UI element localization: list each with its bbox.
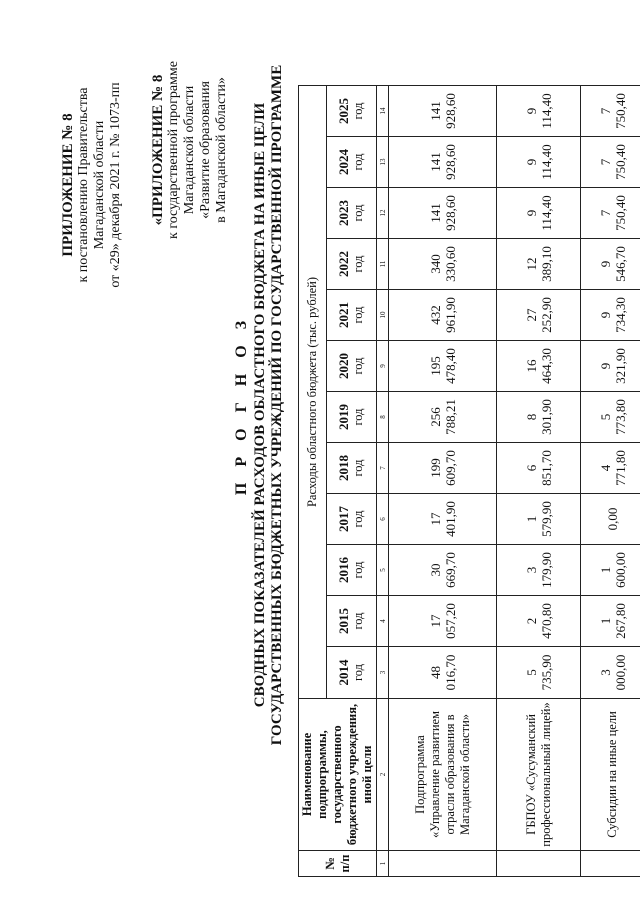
value-cell [497,239,581,290]
value-cell [389,239,497,290]
value-cell [497,290,581,341]
value-remainder: 470,80 [538,603,554,639]
appendix-line: Магаданской области [92,120,107,250]
value-cell [497,494,581,545]
value-remainder: 609,70 [442,450,458,486]
index-row [377,86,389,877]
year-value: 2018 [336,455,352,481]
value-thousands: 3 [523,566,539,574]
value-remainder: 734,30 [612,297,628,333]
value-cell [389,188,497,239]
appendix-inner-line: Магаданской области [182,85,197,215]
value-cell [581,545,640,596]
value-thousands: 141 [427,203,443,223]
year-value: 2024 [336,149,352,175]
value-thousands: 256 [427,407,443,427]
column-index-cell: 2 [377,699,389,851]
value-thousands: 9 [523,209,539,217]
appendix-line: от «29» декабря 2021 г. № 1073-пп [108,82,123,288]
column-index-cell: 11 [377,239,389,290]
value-remainder: 0,00 [605,507,620,531]
value-remainder: 546,70 [612,246,628,282]
year-header [326,494,376,545]
value-remainder: 750,40 [612,93,628,129]
value-thousands: 8 [523,413,539,421]
value-remainder: 114,40 [538,195,554,231]
value-thousands: 7 [597,158,613,166]
column-index-cell: 7 [377,443,389,494]
column-index-cell: 6 [377,494,389,545]
value-cell [389,494,497,545]
value-remainder: 478,40 [442,348,458,384]
value-cell [497,86,581,137]
value-remainder: 773,80 [612,399,628,435]
column-index-cell: 14 [377,86,389,137]
forecast-table [298,85,640,877]
value-thousands: 340 [427,254,443,274]
year-header [326,290,376,341]
value-remainder: 600,00 [612,552,628,588]
year-value: 2019 [336,404,352,430]
column-index-cell: 4 [377,596,389,647]
year-value: 2021 [336,302,352,328]
value-remainder: 057,20 [442,603,458,639]
value-thousands: 9 [597,362,613,370]
year-header [326,392,376,443]
value-thousands: 7 [597,107,613,115]
value-thousands: 141 [427,101,443,121]
value-cell [389,290,497,341]
document-subtitle: СВОДНЫХ ПОКАЗАТЕЛЕЙ РАСХОДОВ ОБЛАСТНОГО БЮДЖЕТА НА ИНЫЕ ЦЕЛИ [252,102,268,708]
column-index-cell: 3 [377,647,389,699]
col-number-header: № п/п [299,851,377,877]
table-row [581,86,640,877]
value-cell [581,137,640,188]
value-cell [497,392,581,443]
value-thousands: 1 [597,566,613,574]
row-name-cell: ГБПОУ «Сусуманский профессиональный лицей» [497,699,581,851]
value-cell [581,341,640,392]
table-body [389,86,640,877]
value-remainder: 389,10 [538,246,554,282]
value-thousands: 30 [427,563,443,577]
row-number-cell [389,851,497,877]
row-number-cell [581,851,640,877]
appendix-inner-line: в Магаданской области» [214,77,229,223]
value-cell [389,341,497,392]
value-thousands: 16 [523,359,539,373]
value-cell [389,137,497,188]
value-remainder: 267,80 [612,603,628,639]
value-thousands: 5 [597,413,613,421]
value-thousands: 1 [597,617,613,625]
document-title: П Р О Г Н О З [233,314,250,496]
value-cell [581,239,640,290]
column-index-cell: 13 [377,137,389,188]
appendix-title: ПРИЛОЖЕНИЕ № 8 [60,113,76,257]
year-suffix: год [351,561,366,579]
value-remainder: 401,90 [442,501,458,537]
document-subtitle: ГОСУДАРСТВЕННЫХ БЮДЖЕТНЫХ УЧРЕЖДЕНИЙ ПО ГОСУДАРСТВЕННОЙ ПРОГРАММЕ [269,64,285,746]
value-thousands: 5 [523,669,539,676]
value-remainder: 735,90 [538,654,554,691]
column-index-cell: 9 [377,341,389,392]
value-cell [497,188,581,239]
appendix-line: к постановлению Правительства [76,87,91,283]
value-remainder: 016,70 [442,654,458,691]
col-name-header: Наименование подпрограммы, государственного бюджетного учреждения, иной цели [299,699,377,851]
value-cell [497,137,581,188]
value-remainder: 669,70 [442,552,458,588]
value-cell [389,596,497,647]
year-value: 2025 [336,98,352,124]
year-suffix: год [351,408,366,426]
year-suffix: год [351,102,366,120]
year-header [326,86,376,137]
value-cell [497,596,581,647]
value-remainder: 000,00 [612,654,628,691]
year-header [326,596,376,647]
value-remainder: 750,40 [612,144,628,180]
value-thousands: 432 [427,305,443,325]
value-remainder: 321,90 [612,348,628,384]
value-thousands: 9 [597,260,613,268]
year-suffix: год [351,153,366,171]
value-thousands: 12 [523,257,539,271]
value-thousands: 9 [523,158,539,166]
year-suffix: год [351,663,366,682]
year-value: 2020 [336,353,352,379]
year-header [326,647,376,699]
column-index-cell: 5 [377,545,389,596]
appendix-inner-line: «Развитие образования [198,81,213,219]
value-cell [581,596,640,647]
value-cell [581,647,640,699]
value-remainder: 961,90 [442,297,458,333]
column-index-cell: 1 [377,851,389,877]
value-remainder: 252,90 [538,297,554,333]
value-cell [389,392,497,443]
document-heading [232,55,286,755]
row-name-cell: Подпрограмма «Управление развитием отрасли образования в Магаданской области» [389,699,497,851]
value-thousands: 7 [597,209,613,217]
year-header [326,545,376,596]
value-remainder: 750,40 [612,195,628,231]
value-cell [497,341,581,392]
value-thousands: 3 [597,669,613,676]
table-row [497,86,581,877]
value-cell [581,188,640,239]
value-thousands: 9 [597,311,613,319]
value-remainder: 579,90 [538,501,554,537]
year-suffix: год [351,357,366,375]
year-header [326,137,376,188]
year-value: 2022 [336,251,352,277]
year-suffix: год [351,510,366,528]
year-header [326,443,376,494]
value-cell [581,290,640,341]
value-cell [581,494,640,545]
value-cell [581,392,640,443]
value-thousands: 4 [597,464,613,472]
value-thousands: 17 [427,512,443,526]
value-thousands: 2 [523,617,539,625]
value-thousands: 17 [427,614,443,628]
year-suffix: год [351,612,366,630]
column-index-cell: 12 [377,188,389,239]
year-suffix: год [351,459,366,477]
column-index-cell: 8 [377,392,389,443]
value-cell [497,545,581,596]
year-value: 2023 [336,200,352,226]
appendix-program-header [150,35,230,265]
year-value: 2016 [336,557,352,583]
year-header [326,341,376,392]
value-remainder: 330,60 [442,246,458,282]
value-thousands: 27 [523,308,539,322]
year-header [326,239,376,290]
value-remainder: 114,40 [538,93,554,129]
value-thousands: 195 [427,356,443,376]
value-remainder: 179,90 [538,552,554,588]
value-remainder: 301,90 [538,399,554,435]
value-thousands: 6 [523,464,539,472]
value-remainder: 771,80 [612,450,628,486]
value-remainder: 928,60 [442,93,458,129]
year-suffix: год [351,306,366,324]
value-remainder: 851,70 [538,450,554,486]
value-cell [581,86,640,137]
appendix-inner-title: «ПРИЛОЖЕНИЕ № 8 [150,74,166,226]
value-thousands: 48 [427,666,443,679]
year-suffix: год [351,255,366,273]
value-remainder: 928,60 [442,144,458,180]
appendix-inner-line: к государственной программе [166,61,181,239]
year-value: 2015 [336,608,352,634]
value-remainder: 114,40 [538,144,554,180]
table-header-row [299,86,327,877]
row-name-cell: Субсидии на иные цели [581,699,640,851]
year-header [326,188,376,239]
value-thousands: 9 [523,107,539,115]
table-row [389,86,497,877]
value-thousands: 199 [427,458,443,478]
row-number-cell [497,851,581,877]
year-value: 2014 [336,659,352,686]
col-group-header: Расходы областного бюджета (тыс. рублей) [299,86,327,699]
value-cell [497,443,581,494]
appendix-resolution-header [60,35,124,335]
year-value: 2017 [336,506,352,532]
value-thousands: 141 [427,152,443,172]
value-remainder: 928,60 [442,195,458,231]
value-cell [389,443,497,494]
year-suffix: год [351,204,366,222]
value-cell [389,647,497,699]
value-cell [389,86,497,137]
value-cell [497,647,581,699]
value-thousands: 1 [523,515,539,523]
value-cell [389,545,497,596]
value-remainder: 788,21 [442,399,458,435]
value-remainder: 464,30 [538,348,554,384]
value-cell [581,443,640,494]
column-index-cell: 10 [377,290,389,341]
